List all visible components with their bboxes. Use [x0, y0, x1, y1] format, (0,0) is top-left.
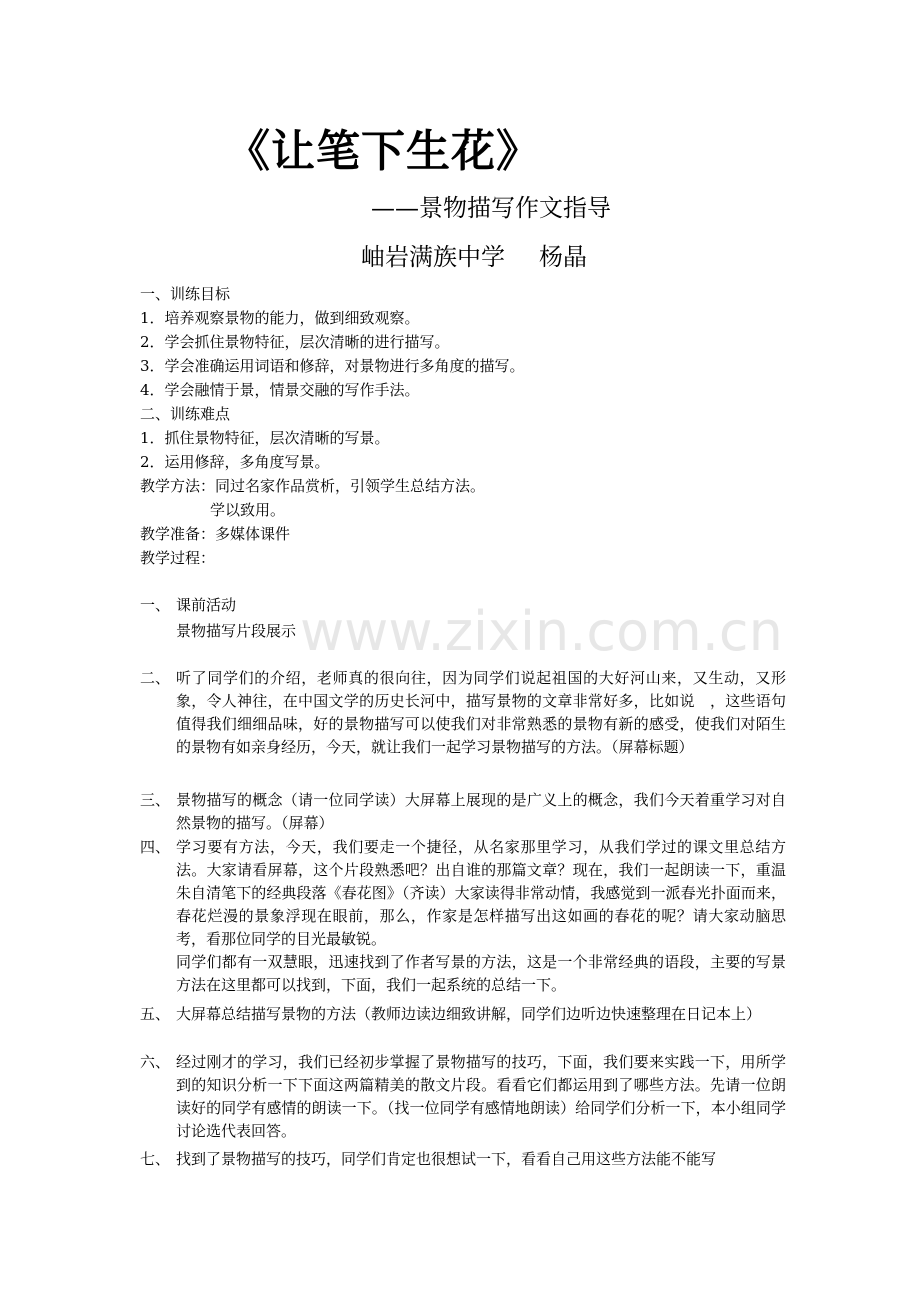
goal-item: 2．学会抓住景物特征，层次清晰的进行描写。 [140, 333, 450, 351]
goal-item: 3．学会准确运用词语和修辞，对景物进行多角度的描写。 [140, 357, 525, 375]
watermark: www.zixin.com.cn [300, 600, 783, 663]
step-text: 景物描写的概念（请一位同学读）大屏幕上展现的是广义上的概念，我们今天着重学习对自然景物的描写。（屏幕） [176, 791, 786, 832]
step-number: 七、 [140, 1150, 171, 1168]
document-title: 《让笔下生花》 [226, 126, 541, 177]
author-line [361, 240, 587, 274]
step-subline: 景物描写片段展示 [176, 622, 297, 640]
process-step [140, 1003, 786, 1026]
step-text: 听了同学们的介绍，老师真的很向往，因为同学们说起祖国的大好河山来，又生动，又形象，令人神往，在中国文学的历史长河中，描写景物的文章非常好多，比如说 ，这些语句值得我们细细品味，好的景物描写可以使我们对非常熟悉的景物有新的感受，使我们对陌生的景物有如亲身经历，今天，就让我们一起学习景物描写的方法。（屏幕标题） [176, 669, 786, 756]
process-step [140, 789, 786, 835]
step-text: 经过刚才的学习，我们已经初步掌握了景物描写的技巧，下面，我们要来实践一下，用所学到的知识分析一下下面这两篇精美的散文片段。看看它们都运用到了哪些方法。先请一位朗读好的同学有感情的朗读一下。（找一位同学有感情地朗读）给同学们分析一下，本小组同学讨论选代表回答。 [176, 1053, 786, 1140]
step-number: 一、 [140, 596, 171, 614]
process-step [140, 667, 786, 759]
teaching-process-heading: 教学过程： [140, 549, 216, 567]
step-text: 学习要有方法，今天，我们要走一个捷径，从名家那里学习，从我们学过的课文里总结方法。大家请看屏幕，这个片段熟悉吧？出自谁的那篇文章？现在，我们一起朗读一下，重温朱自清笔下的经典段落《春花图》（齐读）大家读得非常动情，我感觉到一派春光扑面而来，春花烂漫的景象浮现在眼前，那么，作家是怎样描写出这如画的春花的呢？请大家动脑思考，看那位同学的目光最敏锐。 [176, 838, 786, 948]
process-step [140, 1148, 786, 1171]
step-number: 六、 [140, 1053, 171, 1071]
teaching-method-cont: 学以致用。 [210, 501, 286, 519]
author-name: 杨晶 [539, 243, 587, 271]
step-number: 四、 [140, 838, 171, 856]
goals-heading: 一、训练目标 [140, 285, 231, 303]
goal-item: 1．培养观察景物的能力，做到细致观察。 [140, 309, 420, 327]
step-number: 三、 [140, 791, 171, 809]
step-text: 大屏幕总结描写景物的方法（教师边读边细致讲解，同学们边听边快速整理在日记本上） [176, 1005, 762, 1023]
process-step [140, 1051, 786, 1143]
document-subtitle: ——景物描写作文指导 [371, 194, 611, 222]
process-step [140, 594, 786, 617]
process-step [140, 836, 786, 997]
difficulty-item: 2．运用修辞，多角度写景。 [140, 453, 330, 471]
goal-item: 4．学会融情于景，情景交融的写作手法。 [140, 381, 420, 399]
step-text: 同学们都有一双慧眼，迅速找到了作者写景的方法，这是一个非常经典的语段，主要的写景方法在这里都可以找到，下面，我们一起系统的总结一下。 [176, 953, 786, 994]
author-school: 岫岩满族中学 [361, 243, 505, 271]
difficulty-item: 1．抓住景物特征，层次清晰的写景。 [140, 429, 390, 447]
difficulties-heading: 二、训练难点 [140, 405, 231, 423]
step-text: 课前活动 [176, 596, 237, 614]
step-number: 五、 [140, 1005, 171, 1023]
step-text: 找到了景物描写的技巧，同学们肯定也很想试一下，看看自己用这些方法能不能写 [176, 1150, 717, 1168]
step-number: 二、 [140, 669, 171, 687]
teaching-preparation: 教学准备：多媒体课件 [140, 525, 291, 543]
teaching-method: 教学方法：同过名家作品赏析，引领学生总结方法。 [140, 477, 486, 495]
